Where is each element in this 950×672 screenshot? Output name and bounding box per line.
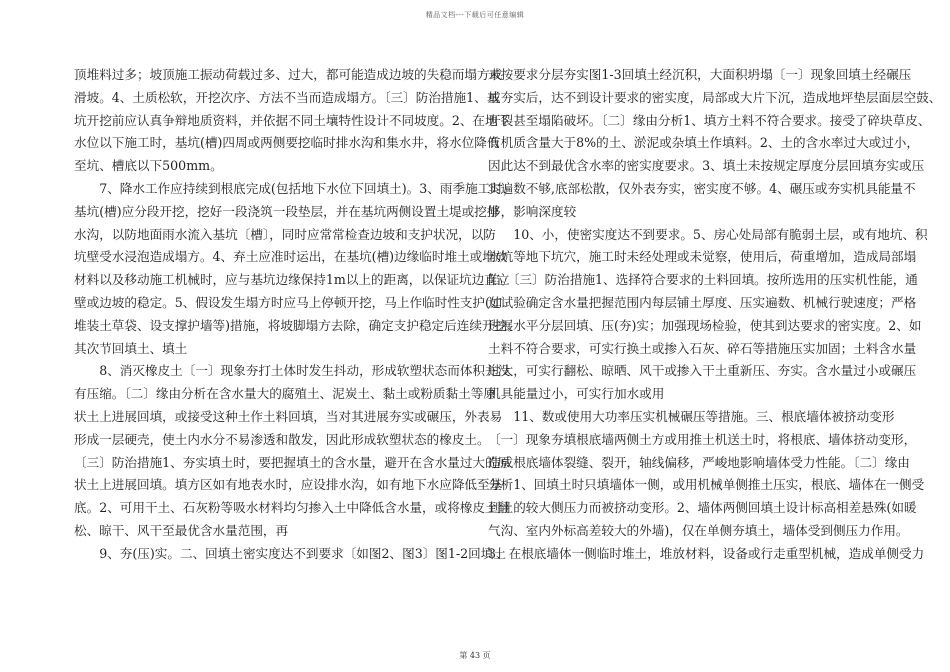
text-line: 有压缩。〔二〕缘由分析在含水量大的腐殖土、泥炭土、黏土或粉质黏土等原 — [74, 386, 496, 402]
text-line: 10、小，使密实度达不到要求。5、房心处局部有脆弱土层，或有地坑、积 — [488, 226, 928, 242]
text-line: 够，影响深度较 — [488, 203, 577, 219]
text-line: 3、在根底墙体一侧临时堆土，堆放材料，设备或行走重型机械，造成单侧受力 — [488, 545, 925, 561]
text-line: 8、消灭橡皮土〔一〕现象夯打土体时发生抖动，形成软塑状态而体积并没 — [74, 363, 511, 379]
text-line: 开裂甚至塌陷破坏。〔二〕缘由分析1、填方土料不符合要求。接受了碎块草皮、 — [488, 112, 931, 128]
text-line: 造成根底墙体裂缝、裂开，轴线偏移，严峻地影响墙体受力性能。〔二〕缘由 — [488, 454, 910, 470]
text-line: 水沟，以防地面雨水流入基坑〔槽〕，同时应常常检查边坡和支护状况，以防 — [74, 226, 496, 242]
text-line: 9、夯(压)实。二、回填土密实度达不到要求〔如图2、图3〕图1-2回填土 — [74, 545, 506, 561]
text-line: 〔一〕现象夯填根底墙两侧土方或用推土机送土时，将根底、墙体挤动变形， — [488, 431, 917, 447]
page-header: 精品文档---下载后可任意编辑 — [425, 11, 525, 19]
text-line: 坑壁受水浸泡造成塌方。4、弃土应准时运出，在基坑(槽)边缘临时堆土或堆放 — [74, 249, 508, 265]
text-line: 分析1、回填土时只填墙体一侧，或用机械单侧推土压实，根底、墙体在一侧受 — [488, 477, 925, 493]
text-line: 机具能量过小，可实行加水或用 — [488, 386, 665, 402]
text-line: 至坑、槽底以下500mm。 — [74, 158, 223, 174]
text-line: 未按要求分层夯实图1-3回填土经沉积，大面积坍塌〔一〕现象回填土经碾压 — [488, 67, 912, 82]
text-line: 到土的较大侧压力而被挤动变形。2、墙体两侧回填土设计标高相差悬殊(如暖 — [488, 500, 917, 516]
text-line: 材料以及移动施工机械时，应与基坑边缘保持1m以上的距离，以保证坑边直立 — [74, 272, 510, 288]
text-line: 坑开挖前应认真争辩地质资料，并依据不同土壤特性设计不同坡度。2、在地下 — [74, 112, 511, 128]
text-line: 底。2、可用干土、石灰粉等吸水材料均匀掺入土中降低含水量，或将橡皮土翻 — [74, 500, 511, 516]
text-line: 形成一层硬壳，使土内水分不易渗透和散发，因此形成软塑状态的橡皮土。 — [74, 431, 490, 447]
text-line: 过试验确定含水量把握范围内每层铺土厚度、压实遍数、机械行驶速度；严格 — [488, 294, 917, 310]
text-line: 壁或边坡的稳定。5、假设发生塌方时应马上停顿开挖，马上作临时性支护(如 — [74, 294, 503, 310]
text-line: 实遍数不够,底部松散，仅外表夯实，密实度不够。4、碾压或夯实机具能量不 — [488, 180, 916, 196]
text-line: 状土上进展回填。填方区如有地表水时，应设排水沟，如有地下水应降低至基 — [74, 477, 503, 493]
text-line: 基坑(槽)应分段开挖，挖好一段浇筑一段垫层，并在基坑两侧设置土堤或挖排 — [74, 203, 500, 219]
text-line: 气沟、室内外标高差较大的外墙)，仅在单侧夯填土，墙体受到侧压力作用。 — [488, 522, 909, 538]
text-line: 松、晾干、风干至最优含水量范围，再 — [74, 522, 289, 538]
left-column — [74, 64, 520, 566]
text-line: 水位以下施工时，基坑(槽)四周或两侧要挖临时排水沟和集水井，将水位降低 — [74, 135, 500, 151]
text-line: 7、降水工作应持续到根底完成(包括地下水位下回填土)。3、雨季施工时， — [74, 180, 516, 196]
text-line: 堆装土草袋、设支撑护墙等)措施，将坡脚塌方去除，确定支护稳定后连续开挖。 — [74, 317, 520, 333]
text-line: 11、数或使用大功率压实机械碾压等措施。三、根底墙体被挤动变形 — [488, 408, 895, 424]
text-line: 滑坡。4、土质松软，开挖次序、方法不当而造成塌方。〔三〕防治措施1、基 — [74, 89, 500, 105]
section-heading: 其次节回填土、填土 — [74, 340, 188, 356]
text-line: 因此达不到最优含水率的密实度要求。3、填土未按规定厚度分层回填夯实或压 — [488, 158, 925, 174]
text-line: 土料不符合要求，可实行换土或掺入石灰、碎石等措施压实加固；土料含水量 — [488, 340, 917, 356]
right-column — [488, 64, 942, 566]
text-line: 陷。〔三〕防治措施1、选择符合要求的土料回填。按所选用的压实机性能，通 — [488, 272, 918, 288]
text-line: 或夯实后，达不到设计要求的密实度，局部或大片下沉，造成地坪垫层面层空鼓、 — [488, 89, 942, 105]
text-line: 〔三〕防治措施1、夯实填土时，要把握填土的含水量，避开在含水量过大的原 — [74, 454, 511, 470]
text-line: 过大，可实行翻松、晾晒、风干或掺入干土重新压、夯实。含水量过小或碾压 — [488, 363, 917, 379]
text-line: 状土上进展回填，或接受这种土作土料回填，当对其进展夯实或碾压，外表易 — [74, 408, 503, 424]
text-line: 水坑等地下坑穴，施工时未经处理或未觉察，使用后，荷重增加，造成局部塌 — [488, 249, 917, 265]
text-line: 进展水平分层回填、压(夯)实；加强现场检验，使其到达要求的密实度。2、如 — [488, 317, 922, 333]
text-line: 有机质含量大于8%的土、淤泥或杂填土作填料。2、土的含水率过大或过小， — [488, 135, 919, 151]
page-number: 第 43 页 — [459, 651, 491, 660]
text-line: 顶堆料过多；坡顶施工振动荷载过多、过大，都可能造成边坡的失稳而塌方或 — [74, 67, 503, 82]
